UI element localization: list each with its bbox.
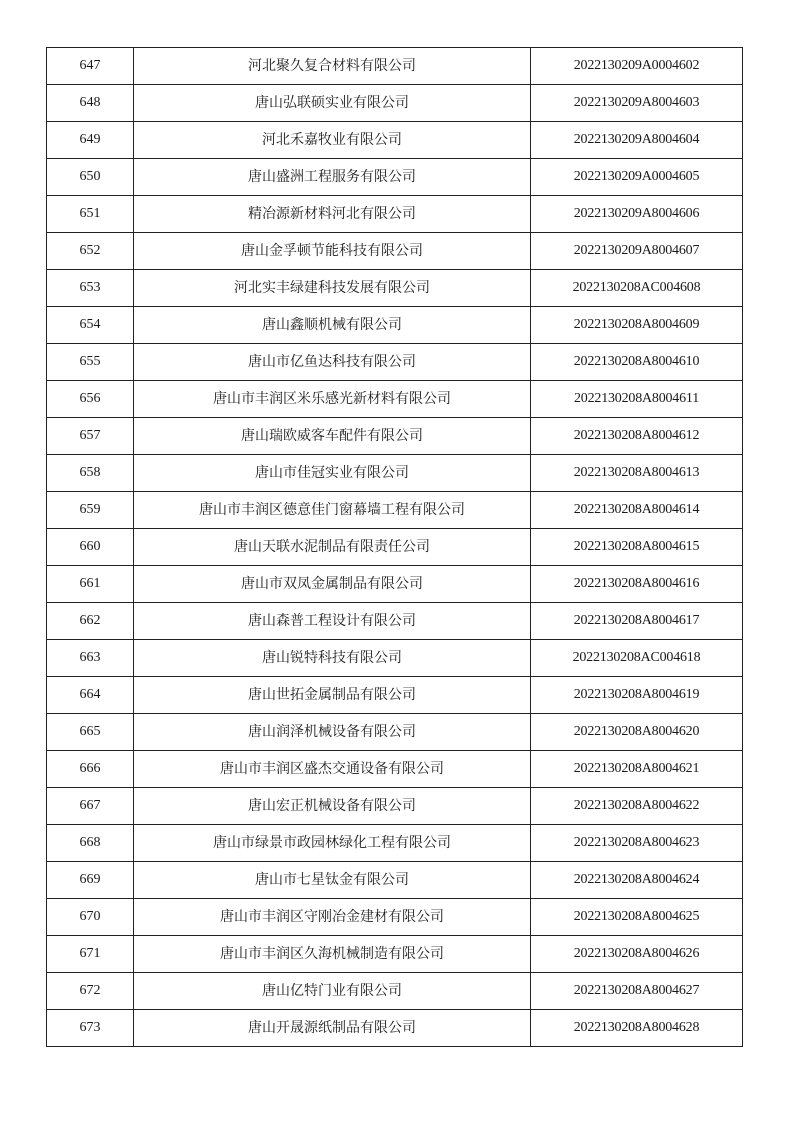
row-number: 648 bbox=[47, 85, 134, 122]
company-name: 唐山森普工程设计有限公司 bbox=[134, 603, 531, 640]
company-name: 河北禾嘉牧业有限公司 bbox=[134, 122, 531, 159]
row-number: 670 bbox=[47, 899, 134, 936]
table-row bbox=[47, 344, 743, 381]
row-number: 661 bbox=[47, 566, 134, 603]
row-number: 663 bbox=[47, 640, 134, 677]
table-row bbox=[47, 899, 743, 936]
registration-code: 2022130209A8004603 bbox=[531, 85, 743, 122]
table-row bbox=[47, 48, 743, 85]
registration-code: 2022130208A8004623 bbox=[531, 825, 743, 862]
table-row bbox=[47, 418, 743, 455]
company-name: 唐山市七星钛金有限公司 bbox=[134, 862, 531, 899]
registration-code: 2022130209A0004602 bbox=[531, 48, 743, 85]
company-name: 唐山市丰润区久海机械制造有限公司 bbox=[134, 936, 531, 973]
row-number: 672 bbox=[47, 973, 134, 1010]
company-name: 唐山市丰润区德意佳门窗幕墙工程有限公司 bbox=[134, 492, 531, 529]
row-number: 667 bbox=[47, 788, 134, 825]
table-row bbox=[47, 159, 743, 196]
table-row bbox=[47, 455, 743, 492]
company-name: 唐山天联水泥制品有限责任公司 bbox=[134, 529, 531, 566]
row-number: 655 bbox=[47, 344, 134, 381]
registration-code: 2022130208A8004620 bbox=[531, 714, 743, 751]
row-number: 651 bbox=[47, 196, 134, 233]
row-number: 671 bbox=[47, 936, 134, 973]
table-row bbox=[47, 825, 743, 862]
table-body bbox=[47, 48, 743, 1047]
registration-code: 2022130209A0004605 bbox=[531, 159, 743, 196]
company-name: 唐山市亿鱼达科技有限公司 bbox=[134, 344, 531, 381]
row-number: 658 bbox=[47, 455, 134, 492]
registration-code: 2022130208A8004625 bbox=[531, 899, 743, 936]
registration-code: 2022130208A8004624 bbox=[531, 862, 743, 899]
registration-code: 2022130209A8004607 bbox=[531, 233, 743, 270]
row-number: 647 bbox=[47, 48, 134, 85]
row-number: 668 bbox=[47, 825, 134, 862]
registration-code: 2022130208A8004613 bbox=[531, 455, 743, 492]
registration-code: 2022130208A8004621 bbox=[531, 751, 743, 788]
company-name: 唐山金孚顿节能科技有限公司 bbox=[134, 233, 531, 270]
registration-code: 2022130208A8004626 bbox=[531, 936, 743, 973]
company-name: 唐山市丰润区盛杰交通设备有限公司 bbox=[134, 751, 531, 788]
registration-code: 2022130209A8004606 bbox=[531, 196, 743, 233]
company-name: 唐山鑫顺机械有限公司 bbox=[134, 307, 531, 344]
registration-code: 2022130208A8004615 bbox=[531, 529, 743, 566]
registration-code: 2022130208A8004628 bbox=[531, 1010, 743, 1047]
table-row bbox=[47, 751, 743, 788]
company-name: 唐山世拓金属制品有限公司 bbox=[134, 677, 531, 714]
row-number: 664 bbox=[47, 677, 134, 714]
registration-code: 2022130208A8004614 bbox=[531, 492, 743, 529]
registration-code: 2022130208A8004616 bbox=[531, 566, 743, 603]
company-name: 唐山开晟源纸制品有限公司 bbox=[134, 1010, 531, 1047]
registration-code: 2022130208AC004618 bbox=[531, 640, 743, 677]
row-number: 659 bbox=[47, 492, 134, 529]
company-name: 唐山市丰润区守刚冶金建材有限公司 bbox=[134, 899, 531, 936]
registration-code: 2022130208A8004609 bbox=[531, 307, 743, 344]
row-number: 660 bbox=[47, 529, 134, 566]
table-row bbox=[47, 788, 743, 825]
registration-code: 2022130208A8004627 bbox=[531, 973, 743, 1010]
table-row bbox=[47, 529, 743, 566]
table-row bbox=[47, 196, 743, 233]
row-number: 657 bbox=[47, 418, 134, 455]
company-name: 唐山瑞欧威客车配件有限公司 bbox=[134, 418, 531, 455]
company-name: 唐山宏正机械设备有限公司 bbox=[134, 788, 531, 825]
company-name: 河北聚久复合材料有限公司 bbox=[134, 48, 531, 85]
company-name: 河北实丰绿建科技发展有限公司 bbox=[134, 270, 531, 307]
row-number: 649 bbox=[47, 122, 134, 159]
row-number: 665 bbox=[47, 714, 134, 751]
table-row bbox=[47, 122, 743, 159]
row-number: 652 bbox=[47, 233, 134, 270]
table-row bbox=[47, 381, 743, 418]
company-name: 唐山市丰润区米乐感光新材料有限公司 bbox=[134, 381, 531, 418]
company-name: 精冶源新材料河北有限公司 bbox=[134, 196, 531, 233]
registration-code: 2022130208A8004619 bbox=[531, 677, 743, 714]
registration-code: 2022130208A8004611 bbox=[531, 381, 743, 418]
company-registry-table bbox=[46, 47, 743, 1047]
table-row bbox=[47, 1010, 743, 1047]
row-number: 673 bbox=[47, 1010, 134, 1047]
company-name: 唐山盛洲工程服务有限公司 bbox=[134, 159, 531, 196]
table-row bbox=[47, 85, 743, 122]
company-name: 唐山润泽机械设备有限公司 bbox=[134, 714, 531, 751]
table-row bbox=[47, 640, 743, 677]
company-name: 唐山锐特科技有限公司 bbox=[134, 640, 531, 677]
table-row bbox=[47, 566, 743, 603]
table-row bbox=[47, 603, 743, 640]
registration-code: 2022130208A8004612 bbox=[531, 418, 743, 455]
row-number: 650 bbox=[47, 159, 134, 196]
table-row bbox=[47, 492, 743, 529]
company-name: 唐山弘联硕实业有限公司 bbox=[134, 85, 531, 122]
table-row bbox=[47, 862, 743, 899]
row-number: 656 bbox=[47, 381, 134, 418]
registration-code: 2022130208A8004622 bbox=[531, 788, 743, 825]
row-number: 669 bbox=[47, 862, 134, 899]
table-row bbox=[47, 233, 743, 270]
registration-code: 2022130208AC004608 bbox=[531, 270, 743, 307]
registration-code: 2022130208A8004610 bbox=[531, 344, 743, 381]
company-name: 唐山亿特门业有限公司 bbox=[134, 973, 531, 1010]
table-row bbox=[47, 973, 743, 1010]
table-row bbox=[47, 936, 743, 973]
registration-code: 2022130208A8004617 bbox=[531, 603, 743, 640]
row-number: 654 bbox=[47, 307, 134, 344]
table-row bbox=[47, 677, 743, 714]
row-number: 653 bbox=[47, 270, 134, 307]
table-row bbox=[47, 307, 743, 344]
company-name: 唐山市佳冠实业有限公司 bbox=[134, 455, 531, 492]
company-name: 唐山市双凤金属制品有限公司 bbox=[134, 566, 531, 603]
table-row bbox=[47, 714, 743, 751]
row-number: 666 bbox=[47, 751, 134, 788]
table-row bbox=[47, 270, 743, 307]
company-name: 唐山市绿景市政园林绿化工程有限公司 bbox=[134, 825, 531, 862]
registration-code: 2022130209A8004604 bbox=[531, 122, 743, 159]
row-number: 662 bbox=[47, 603, 134, 640]
